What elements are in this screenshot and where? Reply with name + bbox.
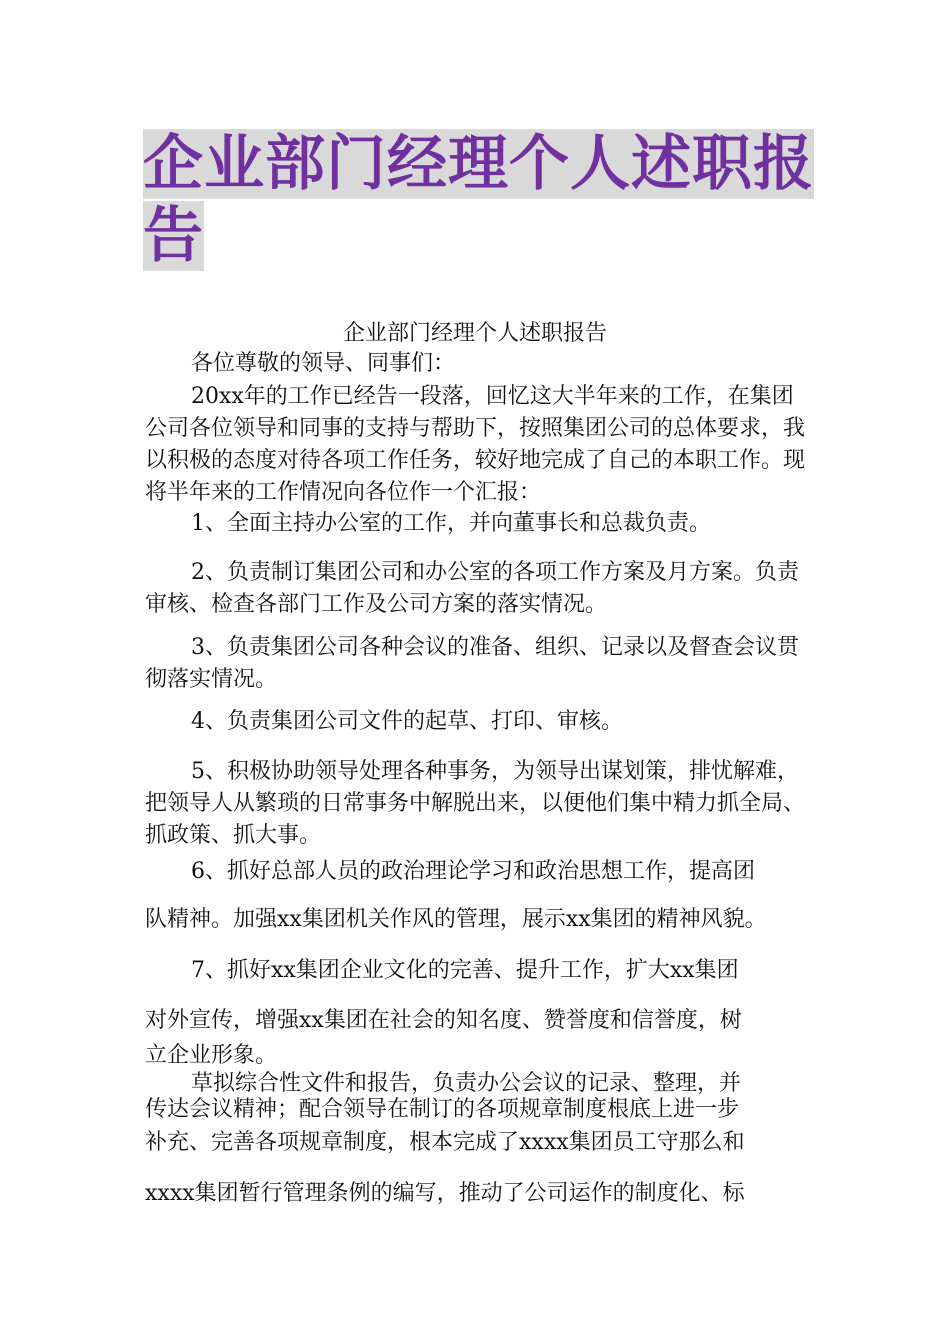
list-item-6-line-1: 6、抓好总部人员的政治理论学习和政治思想工作，提高团 [191,859,755,884]
paragraph-8-line-2: 传达会议精神；配合领导在制订的各项规章制度根底上进一步 [145,1097,740,1122]
list-item-6-line-2: 队精神。加强xx集团机关作风的管理，展示xx集团的精神风貌。 [145,907,767,932]
document-title [143,128,823,272]
greeting: 各位尊敬的领导、同事们： [191,351,456,376]
list-item-7-line-3: 立企业形象。 [145,1043,278,1068]
list-item-4: 4、负责集团公司文件的起草、打印、审核。 [191,709,623,734]
list-item-1: 1、全面主持办公室的工作，并向董事长和总裁负责。 [191,511,711,536]
paragraph-intro: 20xx年的工作已经告一段落，回忆这大半年来的工作，在集团公司各位领导和同事的支持与帮助下，按照集团公司的总体要求，我以积极的态度对待各项工作任务，较好地完成了自己的本职工作。现将半年来的工作情况向各位作一个汇报： [145,384,806,505]
list-item-7-line-2: 对外宣传，增强xx集团在社会的知名度、赞誉度和信誉度，树 [145,1008,742,1033]
list-item-2: 2、负责制订集团公司和办公室的各项工作方案及月方案。负责审核、检查各部门工作及公司方案的落实情况。 [145,560,799,617]
list-item-3: 3、负责集团公司各种会议的准备、组织、记录以及督查会议贯彻落实情况。 [145,635,799,692]
paragraph-8-line-4: xxxx集团暂行管理条例的编写，推动了公司运作的制度化、标 [145,1181,745,1206]
list-item-7-line-1: 7、抓好xx集团企业文化的完善、提升工作，扩大xx集团 [191,958,739,983]
paragraph-8-line-1: 草拟综合性文件和报告，负责办公会议的记录、整理，并 [191,1071,742,1096]
paragraph-8-line-3: 补充、完善各项规章制度，根本完成了xxxx集团员工守那么和 [145,1130,745,1155]
document-title-text: 企业部门经理个人述职报告 [143,129,814,271]
document-subtitle: 企业部门经理个人述职报告 [342,321,607,346]
list-item-5: 5、积极协助领导处理各种事务，为领导出谋划策，排忧解难，把领导人从繁琐的日常事务中解脱出来，以便他们集中精力抓全局、抓政策、抓大事。 [145,759,806,848]
